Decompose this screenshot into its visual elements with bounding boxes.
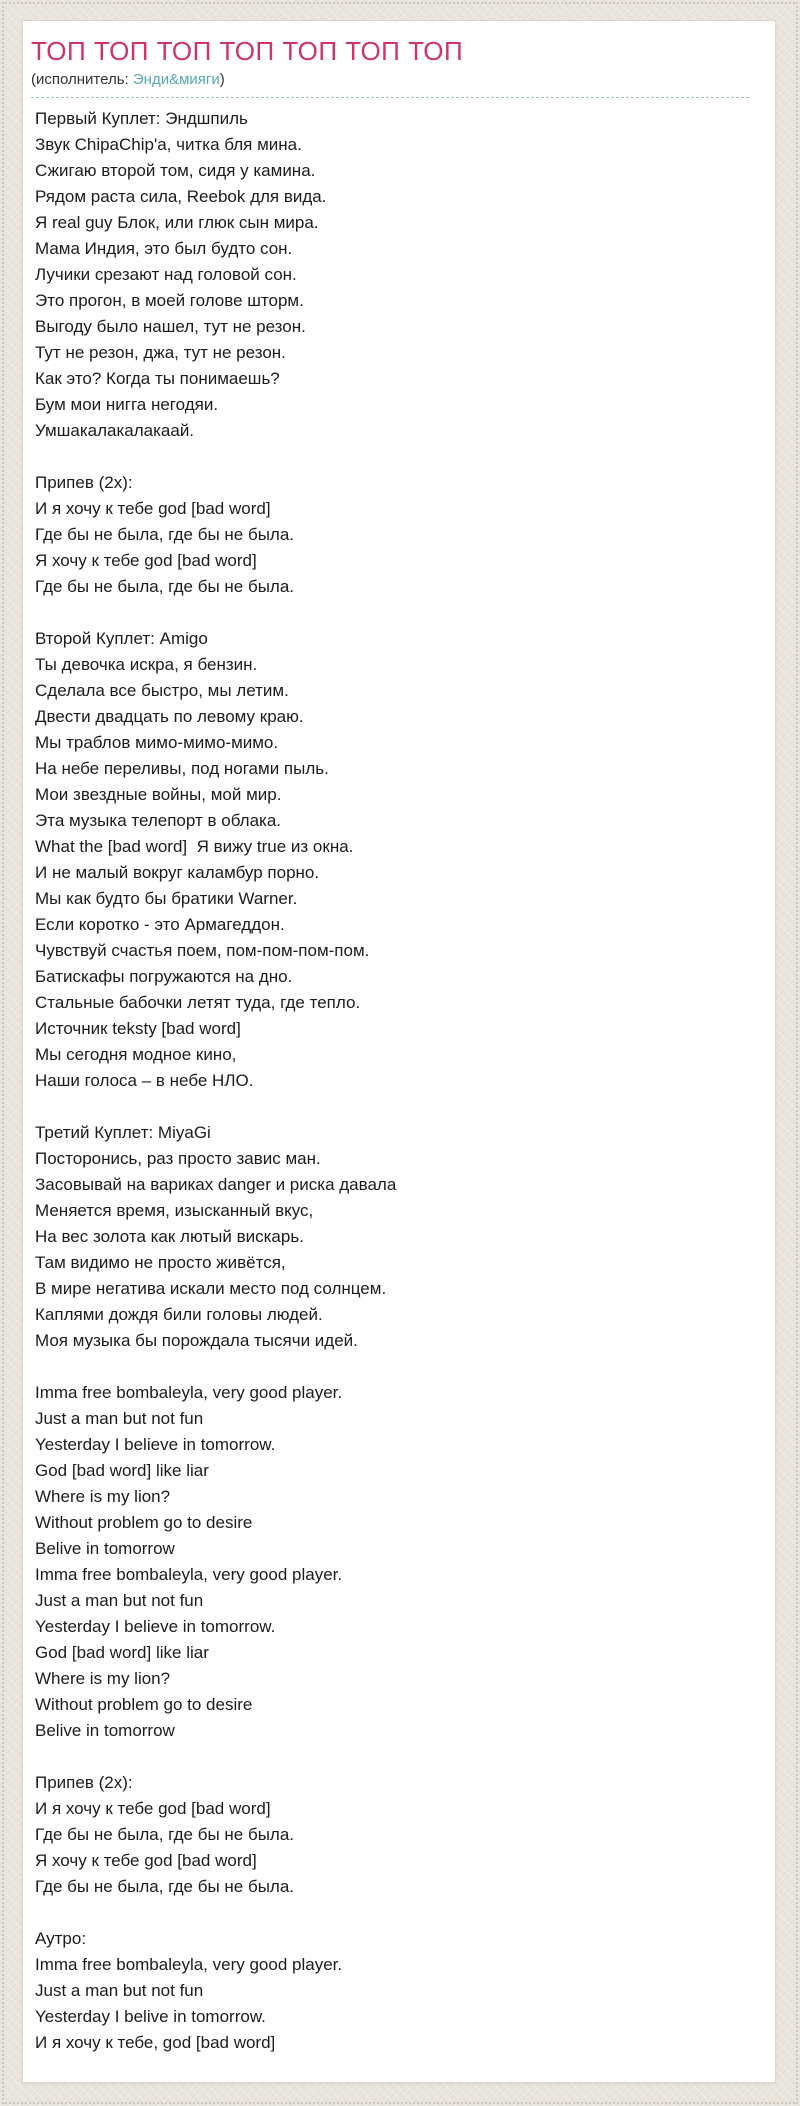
lyric-line: Если коротко - это Армагеддон. bbox=[35, 915, 285, 934]
lyric-line: Припев (2x): bbox=[35, 1773, 133, 1792]
lyric-line: Just a man but not fun bbox=[35, 1591, 204, 1610]
lyric-line: God [bad word] like liar bbox=[35, 1461, 209, 1480]
lyric-line: Там видимо не просто живётся, bbox=[35, 1253, 286, 1272]
lyric-line: Батискафы погружаются на дно. bbox=[35, 967, 293, 986]
lyric-blank-line bbox=[35, 1900, 755, 1926]
lyric-line: Сжигаю второй том, сидя у камина. bbox=[35, 161, 316, 180]
lyric-line: Посторонись, раз просто завис ман. bbox=[35, 1149, 321, 1168]
lyric-blank-line bbox=[35, 1354, 755, 1380]
dotted-divider bbox=[31, 97, 749, 98]
lyric-line: Ты девочка искра, я бензин. bbox=[35, 655, 258, 674]
lyric-line: Yesterday I believe in tomorrow. bbox=[35, 1617, 276, 1636]
lyric-line: Меняется время, изысканный вкус, bbox=[35, 1201, 314, 1220]
lyric-blank-line bbox=[35, 600, 755, 626]
artist-label: (исполнитель: bbox=[31, 71, 129, 88]
lyric-line: Imma free bombaleyla, very good player. bbox=[35, 1383, 343, 1402]
lyric-line: Мы как будто бы братики Warner. bbox=[35, 889, 298, 908]
artist-line bbox=[31, 70, 755, 90]
lyric-line: Я real guy Блок, или глюк сын мира. bbox=[35, 213, 319, 232]
lyric-line: Where is my lion? bbox=[35, 1487, 171, 1506]
lyric-line: Сделала все быстро, мы летим. bbox=[35, 681, 289, 700]
lyric-line: Припев (2x): bbox=[35, 473, 133, 492]
lyric-line: Умшакалакалакаай. bbox=[35, 421, 195, 440]
lyric-line: И я хочу к тебе god [bad word] bbox=[35, 499, 271, 518]
lyric-line: Imma free bombaleyla, very good player. bbox=[35, 1955, 343, 1974]
lyric-line: Где бы не была, где бы не была. bbox=[35, 577, 295, 596]
lyric-line: God [bad word] like liar bbox=[35, 1643, 209, 1662]
lyric-line: Рядом раста сила, Reebok для вида. bbox=[35, 187, 327, 206]
lyric-line: Где бы не была, где бы не была. bbox=[35, 525, 295, 544]
lyric-line: И не малый вокруг каламбур порно. bbox=[35, 863, 320, 882]
lyric-line: Моя музыка бы порождала тысячи идей. bbox=[35, 1331, 358, 1350]
lyric-line: Belive in tomorrow bbox=[35, 1721, 175, 1740]
lyric-line: Выгоду было нашел, тут не резон. bbox=[35, 317, 306, 336]
lyric-line: Лучики срезают над головой сон. bbox=[35, 265, 297, 284]
lyric-line: Without problem go to desire bbox=[35, 1695, 253, 1714]
lyric-line: Мама Индия, это был будто сон. bbox=[35, 239, 293, 258]
lyric-line: И я хочу к тебе god [bad word] bbox=[35, 1799, 271, 1818]
lyric-line: Where is my lion? bbox=[35, 1669, 171, 1688]
lyric-blank-line bbox=[35, 444, 755, 470]
lyric-line: На небе переливы, под ногами пыль. bbox=[35, 759, 329, 778]
lyric-line: Я хочу к тебе god [bad word] bbox=[35, 1851, 257, 1870]
lyric-line: Я хочу к тебе god [bad word] bbox=[35, 551, 257, 570]
lyric-line: Где бы не была, где бы не была. bbox=[35, 1825, 295, 1844]
lyric-blank-line bbox=[35, 1094, 755, 1120]
lyric-blank-line bbox=[35, 1744, 755, 1770]
lyric-line: Двести двадцать по левому краю. bbox=[35, 707, 304, 726]
lyric-line: What the [bad word] Я вижу true из окна. bbox=[35, 837, 354, 856]
lyric-line: Это прогон, в моей голове шторм. bbox=[35, 291, 304, 310]
lyric-line: Yesterday I believe in tomorrow. bbox=[35, 1435, 276, 1454]
lyrics-text bbox=[35, 106, 755, 2056]
lyric-line: Бум мои нигга негодяи. bbox=[35, 395, 219, 414]
lyric-line: Эта музыка телепорт в облака. bbox=[35, 811, 282, 830]
lyric-line: На вес золота как лютый вискарь. bbox=[35, 1227, 304, 1246]
song-title: ТОП ТОП ТОП ТОП ТОП ТОП ТОП bbox=[31, 36, 464, 66]
lyric-line: В мире негатива искали место под солнцем. bbox=[35, 1279, 387, 1298]
lyric-line: Тут не резон, джа, тут не резон. bbox=[35, 343, 286, 362]
lyric-line: Imma free bombaleyla, very good player. bbox=[35, 1565, 343, 1584]
lyric-line: Как это? Когда ты понимаешь? bbox=[35, 369, 280, 388]
lyric-line: Мы траблов мимо-мимо-мимо. bbox=[35, 733, 279, 752]
lyric-line: Второй Куплет: Amigo bbox=[35, 629, 208, 648]
lyric-line: Мои звездные войны, мой мир. bbox=[35, 785, 282, 804]
lyric-line: Yesterday I belive in tomorrow. bbox=[35, 2007, 266, 2026]
lyric-line: Засовывай на вариках danger и риска давала bbox=[35, 1175, 397, 1194]
lyric-line: Without problem go to desire bbox=[35, 1513, 253, 1532]
lyric-line: Стальные бабочки летят туда, где тепло. bbox=[35, 993, 361, 1012]
lyric-line: Just a man but not fun bbox=[35, 1409, 204, 1428]
lyric-line: Каплями дождя били головы людей. bbox=[35, 1305, 323, 1324]
artist-label-close-paren: ) bbox=[219, 71, 225, 88]
lyric-line: Звук ChipaChip'а, читка бля мина. bbox=[35, 135, 302, 154]
lyric-line: Третий Куплет: MiyaGi bbox=[35, 1123, 211, 1142]
lyric-line: Источник teksty [bad word] bbox=[35, 1019, 241, 1038]
lyric-line: И я хочу к тебе, god [bad word] bbox=[35, 2033, 276, 2052]
lyric-line: Где бы не была, где бы не была. bbox=[35, 1877, 295, 1896]
lyric-line: Аутро: bbox=[35, 1929, 87, 1948]
lyric-line: Первый Куплет: Эндшпиль bbox=[35, 109, 248, 128]
artist-link[interactable]: Энди&мияги bbox=[132, 71, 220, 88]
lyric-line: Мы сегодня модное кино, bbox=[35, 1045, 237, 1064]
lyric-line: Чувствуй счастья поем, пом-пом-пом-пом. bbox=[35, 941, 370, 960]
lyric-line: Just a man but not fun bbox=[35, 1981, 204, 2000]
lyrics-card bbox=[22, 20, 776, 2083]
lyric-line: Belive in tomorrow bbox=[35, 1539, 175, 1558]
lyric-line: Наши голоса – в небе НЛО. bbox=[35, 1071, 254, 1090]
